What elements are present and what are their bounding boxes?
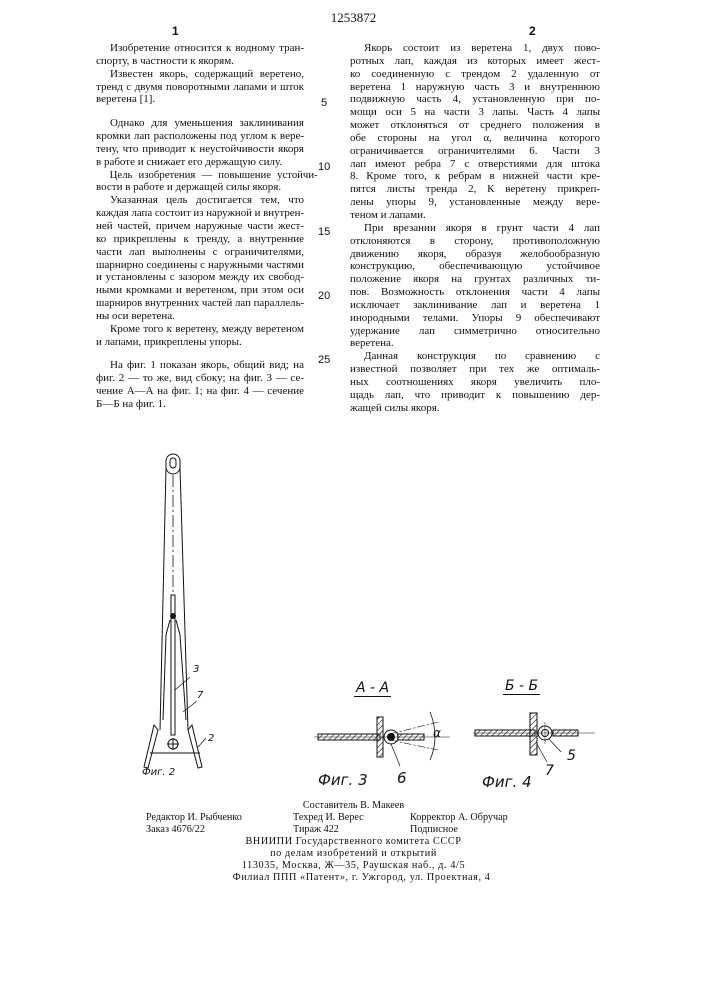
figure-3-section-drawing <box>300 700 460 780</box>
text-line: ко прикреплены к тренду, а внутренние <box>96 233 304 246</box>
paragraph-gap <box>96 348 304 359</box>
line-number: 10 <box>318 161 330 173</box>
paragraph <box>350 350 600 414</box>
fig4-caption: Фиг. 4 <box>482 773 532 791</box>
text-line: веретена. <box>350 337 600 350</box>
fig2-label-2: 2 <box>208 733 214 744</box>
text-line: веретена 1 наружную часть 3 и внутреннюю <box>350 81 600 94</box>
text-line: пятся листы тренда 2, К веретену прикреп- <box>350 183 600 196</box>
text-line: обе стороны на угол α, величина которого <box>350 132 600 145</box>
footer-editor: Редактор И. Рыбченко <box>146 812 242 824</box>
text-line: При врезании якоря в грунт части 4 лап <box>350 222 600 235</box>
anchor-fluke-left <box>144 725 158 768</box>
fig2-label-3: 3 <box>193 664 199 675</box>
text-line: и установлены с зазором между их свобод- <box>96 271 304 284</box>
text-line: в работе и снижает его держащую силу. <box>96 156 304 169</box>
footer-org: ВНИИПИ Государственного комитета СССР <box>0 836 707 848</box>
fig4-label-5: 5 <box>567 748 576 764</box>
text-line: тренд с двумя поворотными лапами и шток <box>96 81 304 94</box>
text-line: Цель изобретения — повышение устойчи- <box>96 169 318 182</box>
text-line: Известен якорь, содержащий веретено, <box>96 68 304 81</box>
footer-branch: Филиал ППП «Патент», г. Ужгород, ул. Проектная, 4 <box>8 872 707 884</box>
text-line: части лап выполнены с ограничителями, <box>96 246 304 259</box>
text-line: лены упоры 9, установленные между вере- <box>350 196 600 209</box>
text-line: шарнирно соединены с наружными частями <box>96 259 304 272</box>
footer-corrector: Корректор А. Обручар <box>410 812 508 824</box>
text-line: ограничивается ограничителями 6. Части 3 <box>350 145 600 158</box>
right-text-column <box>350 42 600 414</box>
text-line: инородными телами. Упоры 9 обеспечивают <box>350 312 600 325</box>
text-line: кромки лап расположены под углом к вере- <box>96 130 304 143</box>
text-line: ны оси веретена. <box>96 310 304 323</box>
text-line: каждая лапа состоит из наружной и внутрен- <box>96 207 304 220</box>
patent-number: 1253872 <box>0 10 707 26</box>
text-line: положение якоря на грунтах различных ти- <box>350 273 600 286</box>
line-number: 20 <box>318 290 330 302</box>
text-line: ными кромками и веретеном, при этом оси <box>96 284 304 297</box>
footer-circulation: Тираж 422 <box>293 824 339 836</box>
footer-techred: Техред И. Верес <box>293 812 364 824</box>
text-line: ротных лап, каждая из которых имеет жест- <box>350 55 600 68</box>
text-line: и лапами, прикреплены упоры. <box>96 336 304 349</box>
anchor-fluke-right <box>188 725 202 768</box>
text-line: Изобретение относится к водному тран- <box>96 42 304 55</box>
paragraph <box>96 359 304 410</box>
text-line: Указанная цель достигается тем, что <box>96 194 304 207</box>
paragraph-gap <box>96 106 304 117</box>
text-line: вости в работе и держащей силы якоря. <box>96 181 304 194</box>
text-line: чение А—А на фиг. 1; на фиг. 4 — сечение <box>96 385 304 398</box>
text-line: щадь лап, что приводит к повышению дер- <box>350 389 600 402</box>
text-line: шарниров внутренних частей лап параллель- <box>96 297 304 310</box>
text-line: Якорь состоит из веретена 1, двух пово- <box>350 42 600 55</box>
text-line: ных соотношениях якоря увеличить пло- <box>350 376 600 389</box>
fig3-label-6: 6 <box>397 769 407 787</box>
text-line: жащей силы якоря. <box>350 402 600 415</box>
text-line: веретена [1]. <box>96 93 304 106</box>
footer-compiler: Составитель В. Макеев <box>0 800 707 812</box>
text-line: Однако для уменьшения заклинивания <box>96 117 304 130</box>
text-line: ко соединенную с трендом 2 удаленную от <box>350 68 600 81</box>
text-line: пов. Возможность отклонения части 4 лапы <box>350 286 600 299</box>
figure-2-anchor-drawing <box>120 420 240 770</box>
text-line: тену, что приводит к неустойчивости якоря <box>96 143 304 156</box>
text-line: подвижную часть 4, установленную при по- <box>350 93 600 106</box>
fig2-label-7: 7 <box>197 690 203 701</box>
figure-4-section-drawing <box>465 700 605 780</box>
paragraph <box>96 323 304 349</box>
fig2-caption: Фиг. 2 <box>142 767 175 778</box>
text-line: фиг. 2 — то же, вид сбоку; на фиг. 3 — се- <box>96 372 304 385</box>
anchor-shackle <box>166 454 180 474</box>
footer-address: 113035, Москва, Ж—35, Раушская наб., д. 4/5 <box>0 860 707 872</box>
fig4-section-label: Б - Б <box>503 678 540 695</box>
fig3-alpha-label: α <box>433 726 441 740</box>
column-number-right: 2 <box>529 24 536 38</box>
text-line: отклоняются в сторону, противоположную <box>350 235 600 248</box>
paragraph <box>96 42 304 68</box>
text-line: может отклоняться от среднего положения в <box>350 119 600 132</box>
text-line: теном и лапами. <box>350 209 600 222</box>
line-number: 15 <box>318 226 330 238</box>
paragraph <box>350 222 600 350</box>
paragraph <box>350 42 600 222</box>
text-line: мощи оси 5 на части 3 лапы. Часть 4 лапы <box>350 106 600 119</box>
footer-order: Заказ 4676/22 <box>146 824 205 836</box>
paragraph <box>96 117 304 168</box>
footer-org-dept: по делам изобретений и открытий <box>0 848 707 860</box>
column-number-left: 1 <box>172 24 179 38</box>
text-line: Б—Б на фиг. 1. <box>96 398 304 411</box>
text-line: конструкцию, обеспечивающую устойчивое <box>350 260 600 273</box>
text-line: лап имеют ребра 7 с отверстиями для штока <box>350 158 600 171</box>
fig3-caption: Фиг. 3 <box>318 771 368 789</box>
line-number: 25 <box>318 354 330 366</box>
text-line: Данная конструкция по сравнению с <box>350 350 600 363</box>
text-line: исключает заклинивание лап и веретена 1 <box>350 299 600 312</box>
paragraph <box>96 68 304 107</box>
text-line: 8. Кроме того, к ребрам в нижней части кре- <box>350 170 600 183</box>
text-line: Кроме того к веретену, между веретеном <box>96 323 304 336</box>
text-line: удержание лап симметрично относительно <box>350 325 600 338</box>
line-number: 5 <box>321 97 327 109</box>
paragraph <box>96 169 304 195</box>
left-text-column <box>96 42 304 411</box>
fig3-section-label: А - А <box>354 680 391 697</box>
text-line: известной позволяет при тех же оптималь- <box>350 363 600 376</box>
text-line: На фиг. 1 показан якорь, общий вид; на <box>96 359 304 372</box>
text-line: спорту, в частности к якорям. <box>96 55 304 68</box>
footer-subscription: Подписное <box>410 824 458 836</box>
fig4-label-7: 7 <box>545 763 554 779</box>
paragraph <box>96 194 304 322</box>
text-line: движению якоря, образуя желобообразную <box>350 248 600 261</box>
text-line: ней частей, причем наружные части жест- <box>96 220 304 233</box>
